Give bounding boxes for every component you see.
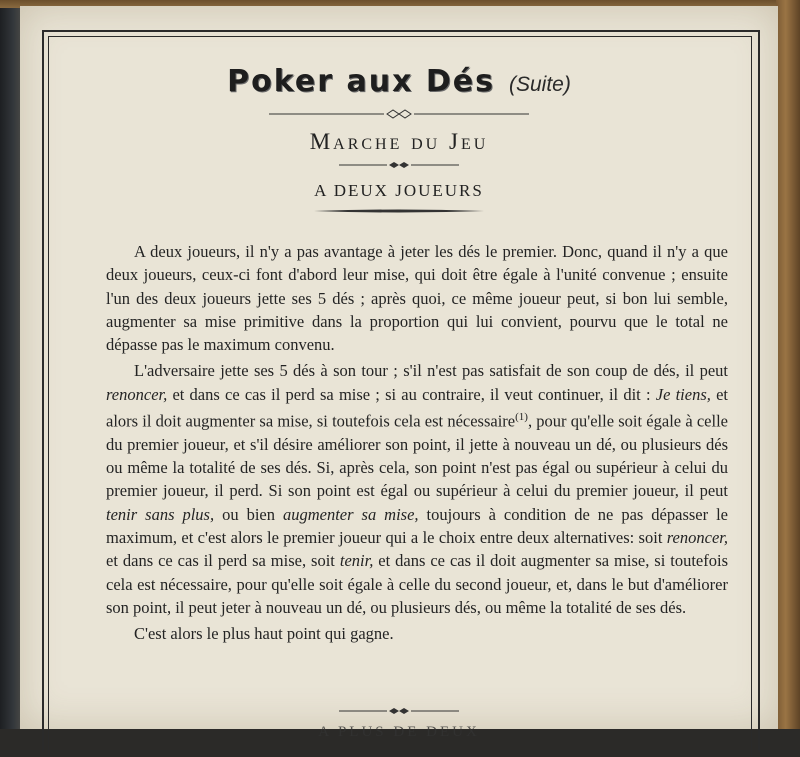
subtitle-ornament bbox=[20, 160, 778, 170]
section-ornament bbox=[20, 206, 778, 216]
title-row bbox=[20, 64, 778, 99]
text-run: , pour qu'elle soit égale à celle du premier joueur, et s'il désire améliorer son point, il jette à nouveau un dé, ou plusieurs dés ou même la totalité de ses dés. Si, après cela, son point n'est pas égal ou supérieur à celui du premier joueur, il perd. Si son point est égal ou supérieur à celui du premier joueur, il peut bbox=[106, 411, 728, 501]
footnote-marker: (1) bbox=[515, 411, 528, 424]
emphasis-je-tiens: Je tiens, bbox=[655, 384, 711, 404]
emphasis-augmenter: augmenter sa mise, bbox=[282, 504, 419, 524]
text-run: toujours à condition de ne pas dépasser le maximum, et c'est alors le premier joueur qui a le choix entre deux alternatives: soit bbox=[106, 504, 728, 548]
text-run: et dans ce cas il doit augmenter sa mise, si toutefois cela est nécessaire, pour qu'elle soit égale à celle du second joueur, et, dans le but d'améliorer son point, il peut jeter à nouveau un dé, ou plusieurs dés, ou même la totalité de ses dés. bbox=[106, 551, 728, 617]
emphasis-renoncer: renoncer, bbox=[106, 384, 168, 404]
paragraph-3: C'est alors le plus haut point qui gagne. bbox=[134, 624, 394, 644]
paragraph-2 bbox=[106, 359, 728, 619]
paragraph-1: A deux joueurs, il n'y a pas avantage à jeter les dés le premier. Donc, quand il n'y a que deux joueurs, ceux-ci font d'abord leur mise, qui doit être égale à l'unité convenue ; ensuite l'un des deux joueurs jette ses 5 dés ; après quoi, ce même joueur peut, si bon lui semble, augmenter sa mise primitive dans la proportion qui lui convient, pourvu que le total ne dépasse pas le maximum convenu. bbox=[106, 242, 728, 355]
text-run: et dans ce cas il perd sa mise ; si au contraire, il veut continuer, il dit : bbox=[167, 384, 656, 404]
text-run: et dans ce cas il perd sa mise, soit bbox=[106, 551, 340, 571]
emphasis-renoncer-2: renoncer, bbox=[666, 528, 728, 548]
title-ornament bbox=[20, 109, 778, 119]
page-title: Poker aux Dés bbox=[227, 64, 495, 99]
page-subtitle: Marche du Jeu bbox=[309, 129, 489, 154]
bottom-ornament bbox=[20, 706, 778, 716]
text-run: et alors il doit augmenter sa mise, si toutefois cela est nécessaire bbox=[106, 384, 728, 431]
body-text bbox=[106, 240, 728, 646]
book-page bbox=[20, 6, 778, 740]
section-heading: A DEUX JOUEURS bbox=[314, 181, 484, 200]
next-section-heading: A PLUS DE DEUX bbox=[318, 724, 480, 740]
emphasis-tenir: tenir, bbox=[339, 551, 374, 571]
text-run: L'adversaire jette ses 5 dés à son tour ; s'il n'est pas satisfait de son coup de dés, il peut bbox=[134, 361, 728, 381]
text-run: ou bien bbox=[214, 504, 283, 524]
book-cover-edge bbox=[776, 0, 800, 729]
book-spine bbox=[0, 0, 22, 729]
title-suite: (Suite) bbox=[508, 73, 571, 96]
emphasis-tenir-sans-plus: tenir sans plus, bbox=[106, 504, 215, 524]
